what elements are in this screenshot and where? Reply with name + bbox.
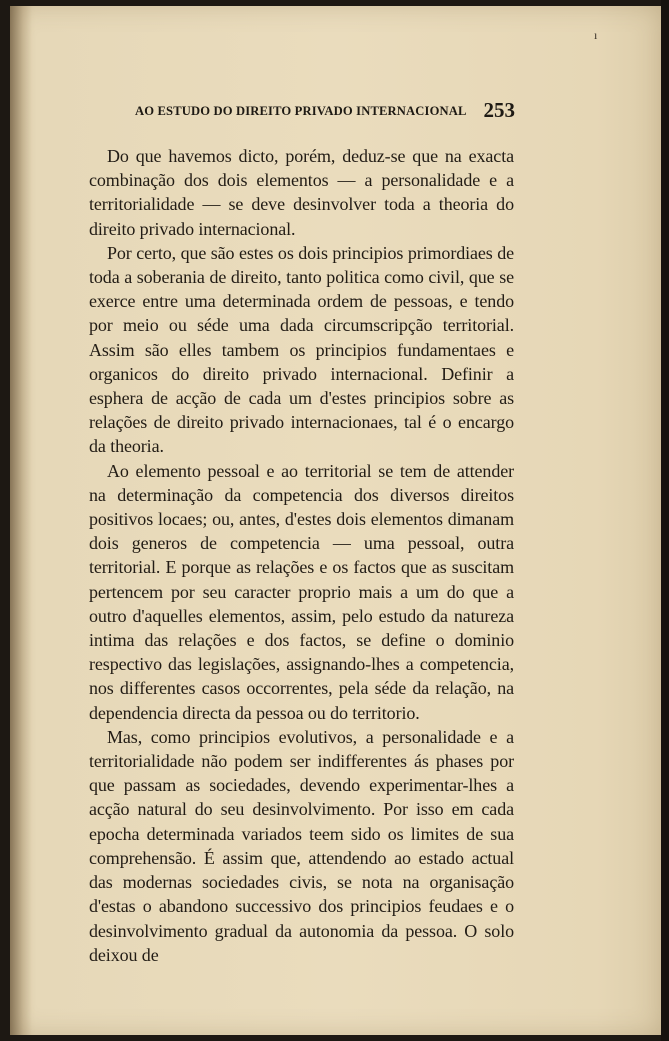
paragraph-3: Ao elemento pessoal e ao territorial se tem de attender na determinação da competencia dos diversos direitos positivos locaes; ou, antes, d'estes dois elementos dimanam dois generos de competencia — uma pessoal, outra territorial. E porque as relações e os factos que as suscitam pertencem por seu caracter proprio mais a um do que a outro d'aquelles elementos, assim, pelo estudo da natureza intima das relações e dos factos, se define o dominio respectivo das legislações, assignando-lhes a competencia, nos differentes casos occorrentes, pela séde da relação, na dependencia directa da pessoa ou do territorio. <box>89 460 514 723</box>
paragraph-4: Mas, como principios evolutivos, a personalidade e a territorialidade não podem ser indifferentes ás phases por que passam as sociedades, devendo experimentar-lhes a acção natural do seu desinvolvimento. Por isso em cada epocha determinada variados teem sido os limites de sua comprehensão. É assim que, attendendo ao estado actual das modernas sociedades civis, se nota na organisação d'estas o abandono successivo dos principios feudaes e o desinvolvimento gradual da autonomia da pessoa. O solo deixou de <box>89 726 514 965</box>
paragraph-1: Do que havemos dicto, porém, deduz-se que na exacta combinação dos dois elementos — a personalidade e a territorialidade — se deve desinvolver toda a theoria do direito privado internacional. <box>89 146 514 239</box>
body-text <box>89 144 514 967</box>
paragraph-2: Por certo, que são estes os dois principios primordiaes de toda a soberania de direito, tanto politica como civil, que se exerce entre uma determinada ordem de pessoas, e tendo por meio ou séde uma dada circumscripção territorial. Assim são elles tambem os principios fundamentaes e organicos do direito privado internacional. Definir a esphera de acção de cada um d'estes principios sobre as relações de direito privado internacionaes, tal é o encargo da theoria. <box>89 242 514 457</box>
page-edge-shadow <box>661 0 669 1041</box>
stray-ink-mark: ı <box>594 28 598 42</box>
page-header <box>135 98 515 124</box>
running-head: AO ESTUDO DO DIREITO PRIVADO INTERNACIONAL <box>135 104 467 118</box>
page-number: 253 <box>483 98 515 122</box>
binding-gutter-shadow <box>10 6 32 1035</box>
